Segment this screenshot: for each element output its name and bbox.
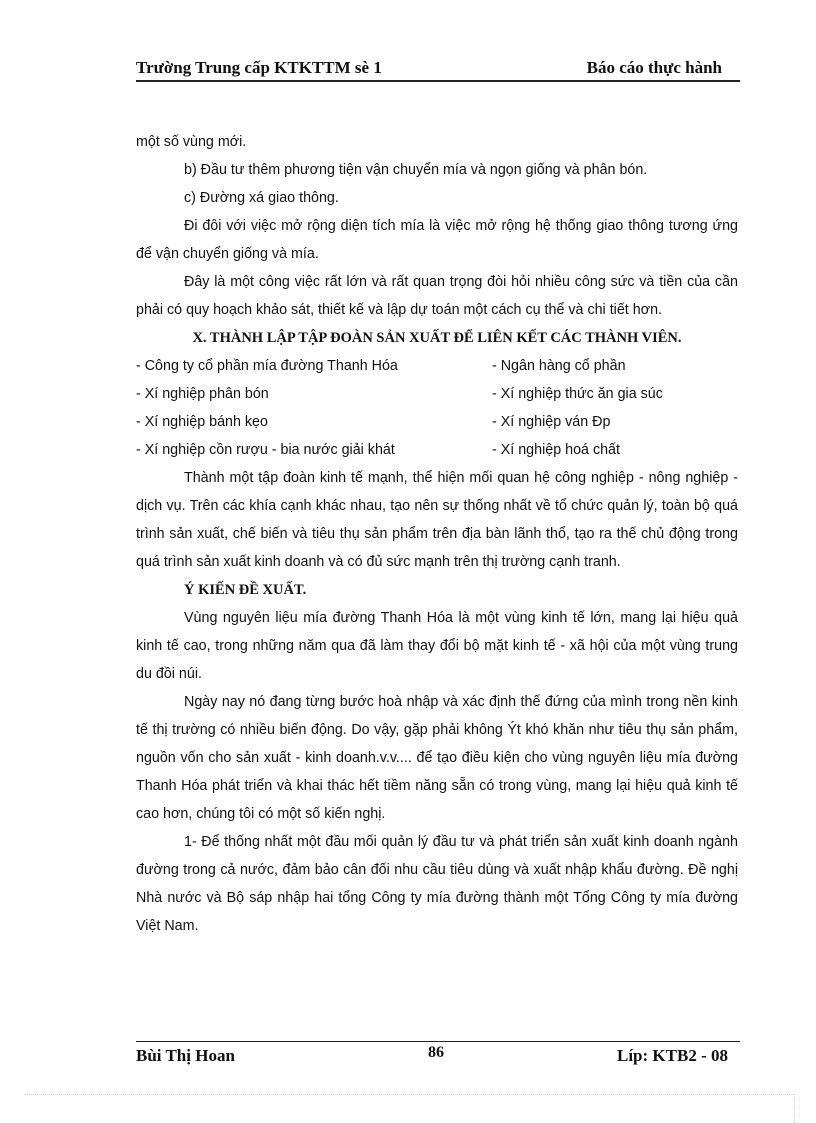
member-item: - Xí nghiệp hoá chất xyxy=(492,442,620,458)
paragraph-group: Thành một tập đoàn kinh tế mạnh, thể hiện mối quan hệ công nghiệp - nông nghiệp - dịch vụ. Trên các khía cạnh khác nhau, tạo nên sự thống nhất về tổ chức quản lý, toàn bộ quá trình sản xuất, chế biến và tiêu thụ sản phẩm trên địa bàn lãnh thổ, tạo ra thế chủ động trong quá trình sản xuất kinh doanh và có đủ sức mạnh trên thị trường cạnh tranh. xyxy=(136,470,738,570)
paragraph-item-b: b) Đầu tư thêm phương tiện vận chuyển mía và ngọn giống và phân bón. xyxy=(184,162,648,178)
author-name: Bùi Thị Hoan xyxy=(136,1046,235,1065)
member-item: - Xí nghiệp bánh kẹo xyxy=(136,414,268,430)
paragraph-recommendation-1: 1- Để thống nhất một đầu mối quản lý đầu tư và phát triển sản xuất kinh doanh ngành đường trong cả nước, đảm bảo cân đối nhu cầu tiêu dùng và xuất nhập khẩu đường. Đề nghị Nhà nước và Bộ sáp nhập hai tổng Công ty mía đường thành một Tổng Công ty mía đường Việt Nam. xyxy=(136,834,738,934)
school-name: Trường Trung cấp KTKTTM sè 1 xyxy=(136,58,382,77)
paragraph-transport: Đi đôi với việc mở rộng diện tích mía là việc mở rộng hệ thống giao thông tương ứng để vận chuyển giống và mía. xyxy=(136,218,738,262)
member-item: - Xí nghiệp thức ăn gia súc xyxy=(492,386,663,402)
class-label: Líp: KTB2 - 08 xyxy=(617,1046,728,1065)
member-item: - Xí nghiệp ván Đp xyxy=(492,414,611,430)
paragraph-region: Vùng nguyên liệu mía đường Thanh Hóa là một vùng kinh tế lớn, mang lại hiệu quả kinh tế cao, trong những năm qua đã làm thay đổi bộ mặt kinh tế - xã hội của một vùng trung du đồi núi. xyxy=(136,610,738,682)
member-item: - Xí nghiệp cồn rượu - bia nước giải khát xyxy=(136,442,395,458)
page-footer xyxy=(136,1044,740,1066)
member-item: - Xí nghiệp phân bón xyxy=(136,386,269,402)
paragraph-continuation: một số vùng mới. xyxy=(136,134,247,150)
member-item: - Ngân hàng cổ phần xyxy=(492,358,626,374)
member-list xyxy=(136,352,738,464)
section-x-heading: X. THÀNH LẬP TẬP ĐOÀN SẢN XUẤT ĐỂ LIÊN KẾT CÁC THÀNH VIÊN. xyxy=(192,330,682,346)
page-header xyxy=(136,58,740,82)
page-number: 86 xyxy=(428,1044,444,1061)
proposal-heading: Ý KIẾN ĐỀ XUẤT. xyxy=(184,582,307,598)
report-title: Báo cáo thực hành xyxy=(586,58,722,77)
paragraph-integration: Ngày nay nó đang từng bước hoà nhập và xác định thế đứng của mình trong nền kinh tế thị trường có nhiều biến động. Do vậy, gặp phải không Ýt khó khăn như tiêu thụ sản phẩm, nguồn vốn cho sản xuất - kinh doanh.v.v.... để tạo điều kiện cho vùng nguyên liệu mía đường Thanh Hóa phát triển và khai thác hết tiềm năng sẵn có trong vùng, mang lại hiệu quả kinh tế cao hơn, chúng tôi có một số kiến nghị. xyxy=(136,694,738,822)
member-item: - Công ty cổ phần mía đường Thanh Hóa xyxy=(136,358,398,374)
page-edge-marker-side xyxy=(794,1094,795,1123)
document-body xyxy=(136,128,738,940)
footer-divider xyxy=(136,1041,740,1042)
page-edge-marker xyxy=(24,1094,794,1095)
paragraph-planning: Đây là một công việc rất lớn và rất quan trọng đòi hỏi nhiều công sức và tiền của cần phải có quy hoạch khảo sát, thiết kế và lập dự toán một cách cụ thể và chi tiết hơn. xyxy=(136,274,738,318)
paragraph-item-c: c) Đường xá giao thông. xyxy=(184,190,339,206)
